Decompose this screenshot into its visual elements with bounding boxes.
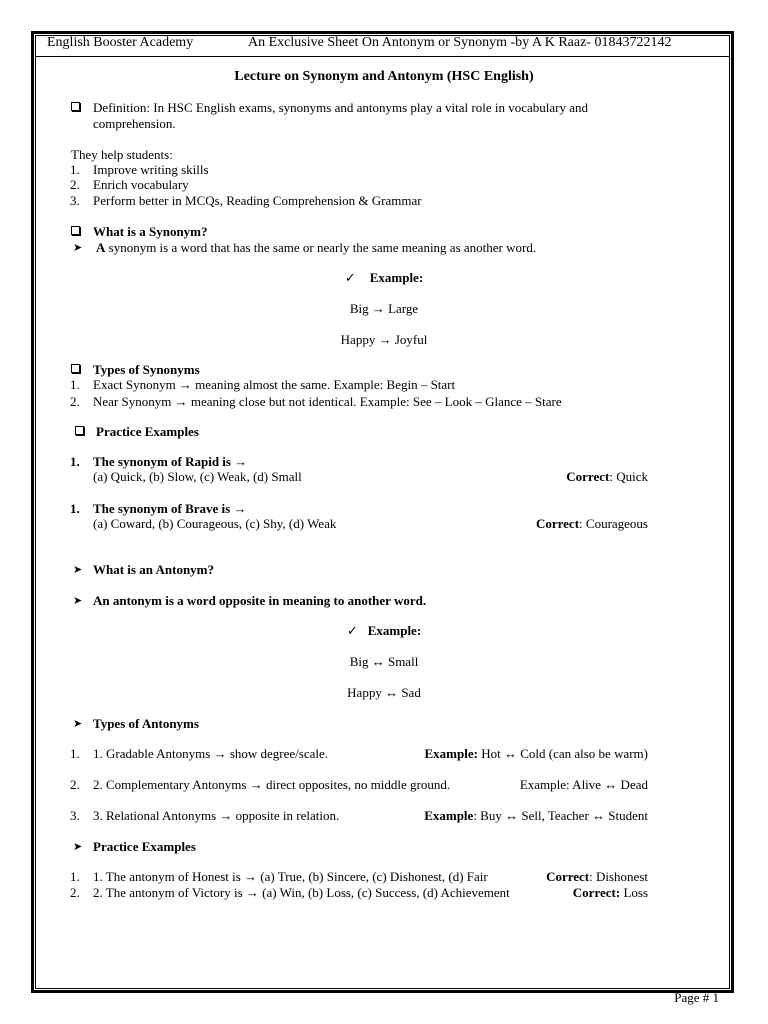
- practice-options: (a) Quick, (b) Slow, (c) Weak, (d) Small: [93, 469, 302, 484]
- arrow-bullet-icon: ➤: [73, 718, 83, 730]
- practice-question: The synonym of Brave is →: [93, 501, 247, 516]
- practice-answer: [536, 516, 648, 532]
- correct-label: Correct: [566, 469, 610, 484]
- antonym-example-label-row: [0, 623, 768, 639]
- checkbox-bullet-icon: [71, 362, 80, 378]
- synonym-definition-lead: A: [96, 240, 106, 255]
- antonym-practice-number: 2.: [70, 885, 80, 900]
- synonym-example-1: Big → Large: [349, 301, 419, 316]
- antonym-type-example: [424, 808, 648, 824]
- practice-question: The synonym of Rapid is →: [93, 454, 248, 469]
- antonym-type-number: 2.: [70, 777, 80, 792]
- practice-answer: [546, 869, 648, 885]
- antonym-definition: An antonym is a word opposite in meaning to another word.: [93, 593, 427, 608]
- help-item-number: 1.: [70, 162, 80, 177]
- header-sheet-info: An Exclusive Sheet On Antonym or Synonym -by A K Raaz- 01843722142: [248, 35, 672, 50]
- correct-value: : Courageous: [579, 516, 648, 531]
- antonym-practice-heading: Practice Examples: [93, 839, 196, 854]
- example-label: Example:: [424, 746, 478, 761]
- page-number: Page # 1: [674, 990, 719, 1005]
- help-item-number: 2.: [70, 177, 80, 192]
- antonym-type-item: 2. Complementary Antonyms → direct opposites, no middle ground.: [93, 777, 451, 792]
- arrow-bullet-icon: ➤: [73, 242, 83, 254]
- example-label: Example: [424, 808, 474, 823]
- antonym-practice-item: 1. The antonym of Honest is → (a) True, (b) Sincere, (c) Dishonest, (d) Fair: [93, 869, 488, 884]
- antonym-example-1: Big ↔ Small: [349, 654, 419, 669]
- correct-value: : Dishonest: [589, 869, 648, 884]
- synonym-example-label-row: [0, 270, 768, 286]
- antonym-type-item: 3. Relational Antonyms → opposite in relation.: [93, 808, 340, 823]
- page-header: [47, 35, 720, 55]
- example-value: Example: Alive ↔ Dead: [519, 777, 648, 792]
- help-intro: They help students:: [71, 147, 173, 162]
- practice-answer: [566, 469, 648, 485]
- antonym-type-example: [520, 777, 648, 793]
- correct-label: Correct: [535, 516, 580, 531]
- help-item: Perform better in MCQs, Reading Comprehension & Grammar: [93, 193, 422, 208]
- antonym-example-2: Happy ↔ Sad: [347, 685, 421, 700]
- help-item: Enrich vocabulary: [93, 177, 189, 192]
- arrow-bullet-icon: ➤: [73, 841, 83, 853]
- checkmark-icon: ✓: [346, 623, 358, 638]
- synonym-definition: [96, 240, 536, 256]
- practice-options: (a) Coward, (b) Courageous, (c) Shy, (d) Weak: [93, 516, 337, 531]
- checkmark-icon: ✓: [344, 270, 356, 285]
- correct-value: Loss: [620, 885, 648, 900]
- synonym-example-label: Example:: [369, 270, 424, 285]
- definition-line-1: Definition: In HSC English exams, synonyms and antonyms play a vital role in vocabulary and: [93, 100, 589, 115]
- synonym-type-item: Exact Synonym → meaning almost the same. Example: Begin – Start: [93, 377, 456, 392]
- header-academy: English Booster Academy: [47, 35, 194, 50]
- checkbox-bullet-icon: [71, 100, 80, 116]
- checkbox-bullet-icon: [71, 224, 80, 240]
- definition-line-2: comprehension.: [93, 116, 176, 131]
- synonym-example-2: Happy → Joyful: [340, 332, 428, 347]
- synonym-type-item: Near Synonym → meaning close but not identical. Example: See – Look – Glance – Stare: [93, 394, 562, 409]
- antonym-practice-item: 2. The antonym of Victory is → (a) Win, (b) Loss, (c) Success, (d) Achievement: [93, 885, 510, 900]
- correct-label: Correct: [546, 869, 590, 884]
- practice-number: 1.: [70, 501, 80, 516]
- practice-answer: [573, 885, 648, 901]
- antonym-example-label: Example:: [367, 623, 422, 638]
- arrow-bullet-icon: ➤: [73, 595, 83, 607]
- synonym-heading: What is a Synonym?: [93, 224, 208, 239]
- header-divider: [35, 56, 730, 57]
- synonym-type-number: 1.: [70, 377, 80, 392]
- help-item-number: 3.: [70, 193, 80, 208]
- correct-value: : Quick: [609, 469, 648, 484]
- antonym-type-item: 1. Gradable Antonyms → show degree/scale.: [93, 746, 329, 761]
- page-title: Lecture on Synonym and Antonym (HSC English): [234, 69, 534, 84]
- example-value: : Buy ↔ Sell, Teacher ↔ Student: [473, 808, 648, 823]
- checkbox-bullet-icon: [75, 424, 84, 440]
- correct-label: Correct:: [572, 885, 621, 900]
- synonym-practice-heading: Practice Examples: [96, 424, 199, 439]
- antonym-type-example: [425, 746, 649, 762]
- antonym-heading: What is an Antonym?: [93, 562, 214, 577]
- synonym-types-heading: Types of Synonyms: [93, 362, 200, 377]
- synonym-definition-text: synonym is a word that has the same or nearly the same meaning as another word.: [105, 240, 537, 255]
- antonym-type-number: 1.: [70, 746, 80, 761]
- practice-number: 1.: [70, 454, 80, 469]
- antonym-practice-number: 1.: [70, 869, 80, 884]
- arrow-bullet-icon: ➤: [73, 564, 83, 576]
- antonym-types-heading: Types of Antonyms: [93, 716, 199, 731]
- antonym-type-number: 3.: [70, 808, 80, 823]
- synonym-type-number: 2.: [70, 394, 80, 409]
- example-value: Hot ↔ Cold (can also be warm): [477, 746, 648, 761]
- help-item: Improve writing skills: [93, 162, 209, 177]
